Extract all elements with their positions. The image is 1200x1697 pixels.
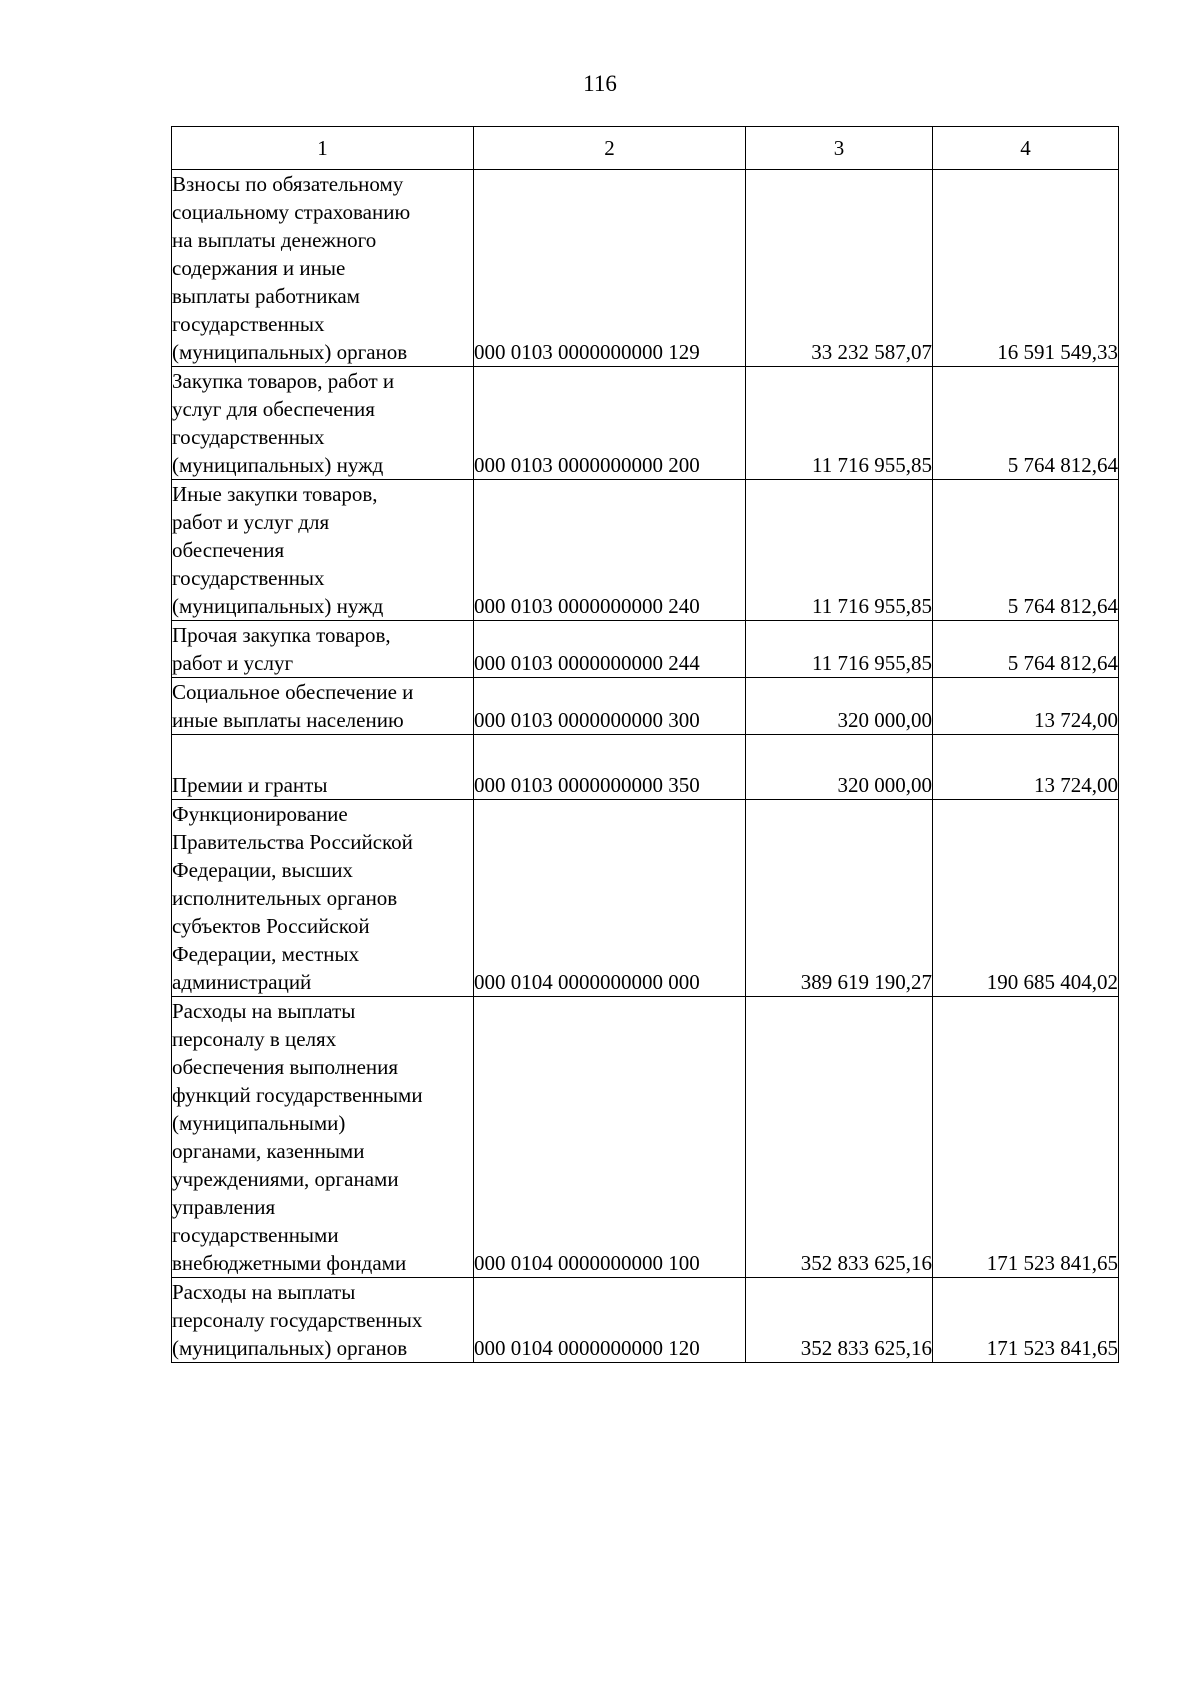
table-row [172,621,1119,678]
row-value-col3: 352 833 625,16 [746,997,933,1278]
row-value-col4: 5 764 812,64 [933,621,1119,678]
row-value-col3: 11 716 955,85 [746,621,933,678]
table-row [172,678,1119,735]
row-code: 000 0103 0000000000 244 [474,621,746,678]
row-name: Премии и гранты [172,735,474,800]
budget-table [171,126,1119,1363]
header-col-1: 1 [172,127,474,170]
row-name: Социальное обеспечение и иные выплаты населению [172,678,474,735]
page-number: 116 [583,71,617,96]
header-col-4: 4 [933,127,1119,170]
table-row [172,480,1119,621]
row-code: 000 0103 0000000000 200 [474,367,746,480]
table-row [172,997,1119,1278]
row-name: Иные закупки товаров, работ и услуг для обеспечения государственных (муниципальных) нужд [172,480,474,621]
table-row [172,735,1119,800]
row-code: 000 0103 0000000000 350 [474,735,746,800]
row-value-col4: 16 591 549,33 [933,170,1119,367]
header-col-3: 3 [746,127,933,170]
row-value-col4: 5 764 812,64 [933,480,1119,621]
table-body [172,170,1119,1363]
header-row [172,127,1119,170]
row-value-col3: 389 619 190,27 [746,800,933,997]
row-name: Взносы по обязательному социальному страхованию на выплаты денежного содержания и иные выплаты работникам государственных (муниципальных) органов [172,170,474,367]
row-name: Закупка товаров, работ и услуг для обеспечения государственных (муниципальных) нужд [172,367,474,480]
row-value-col3: 33 232 587,07 [746,170,933,367]
row-value-col4: 171 523 841,65 [933,1278,1119,1363]
row-code: 000 0103 0000000000 129 [474,170,746,367]
row-code: 000 0104 0000000000 120 [474,1278,746,1363]
row-code: 000 0103 0000000000 240 [474,480,746,621]
table-row [172,1278,1119,1363]
row-value-col4: 190 685 404,02 [933,800,1119,997]
header-col-2: 2 [474,127,746,170]
row-name: Расходы на выплаты персоналу в целях обеспечения выполнения функций государственными (муниципальными) органами, казенными учреждениями, органами управления государственными внебюджетными фондами [172,997,474,1278]
table-row [172,800,1119,997]
row-value-col4: 5 764 812,64 [933,367,1119,480]
table-row [172,170,1119,367]
row-value-col4: 171 523 841,65 [933,997,1119,1278]
row-value-col4: 13 724,00 [933,735,1119,800]
row-value-col4: 13 724,00 [933,678,1119,735]
row-value-col3: 320 000,00 [746,678,933,735]
row-value-col3: 11 716 955,85 [746,480,933,621]
row-value-col3: 320 000,00 [746,735,933,800]
row-value-col3: 11 716 955,85 [746,367,933,480]
row-name: Прочая закупка товаров, работ и услуг [172,621,474,678]
row-name: Функционирование Правительства Российской Федерации, высших исполнительных органов субъектов Российской Федерации, местных администраций [172,800,474,997]
row-name: Расходы на выплаты персоналу государственных (муниципальных) органов [172,1278,474,1363]
row-value-col3: 352 833 625,16 [746,1278,933,1363]
table-header [172,127,1119,170]
row-code: 000 0103 0000000000 300 [474,678,746,735]
row-code: 000 0104 0000000000 000 [474,800,746,997]
row-code: 000 0104 0000000000 100 [474,997,746,1278]
table-row [172,367,1119,480]
